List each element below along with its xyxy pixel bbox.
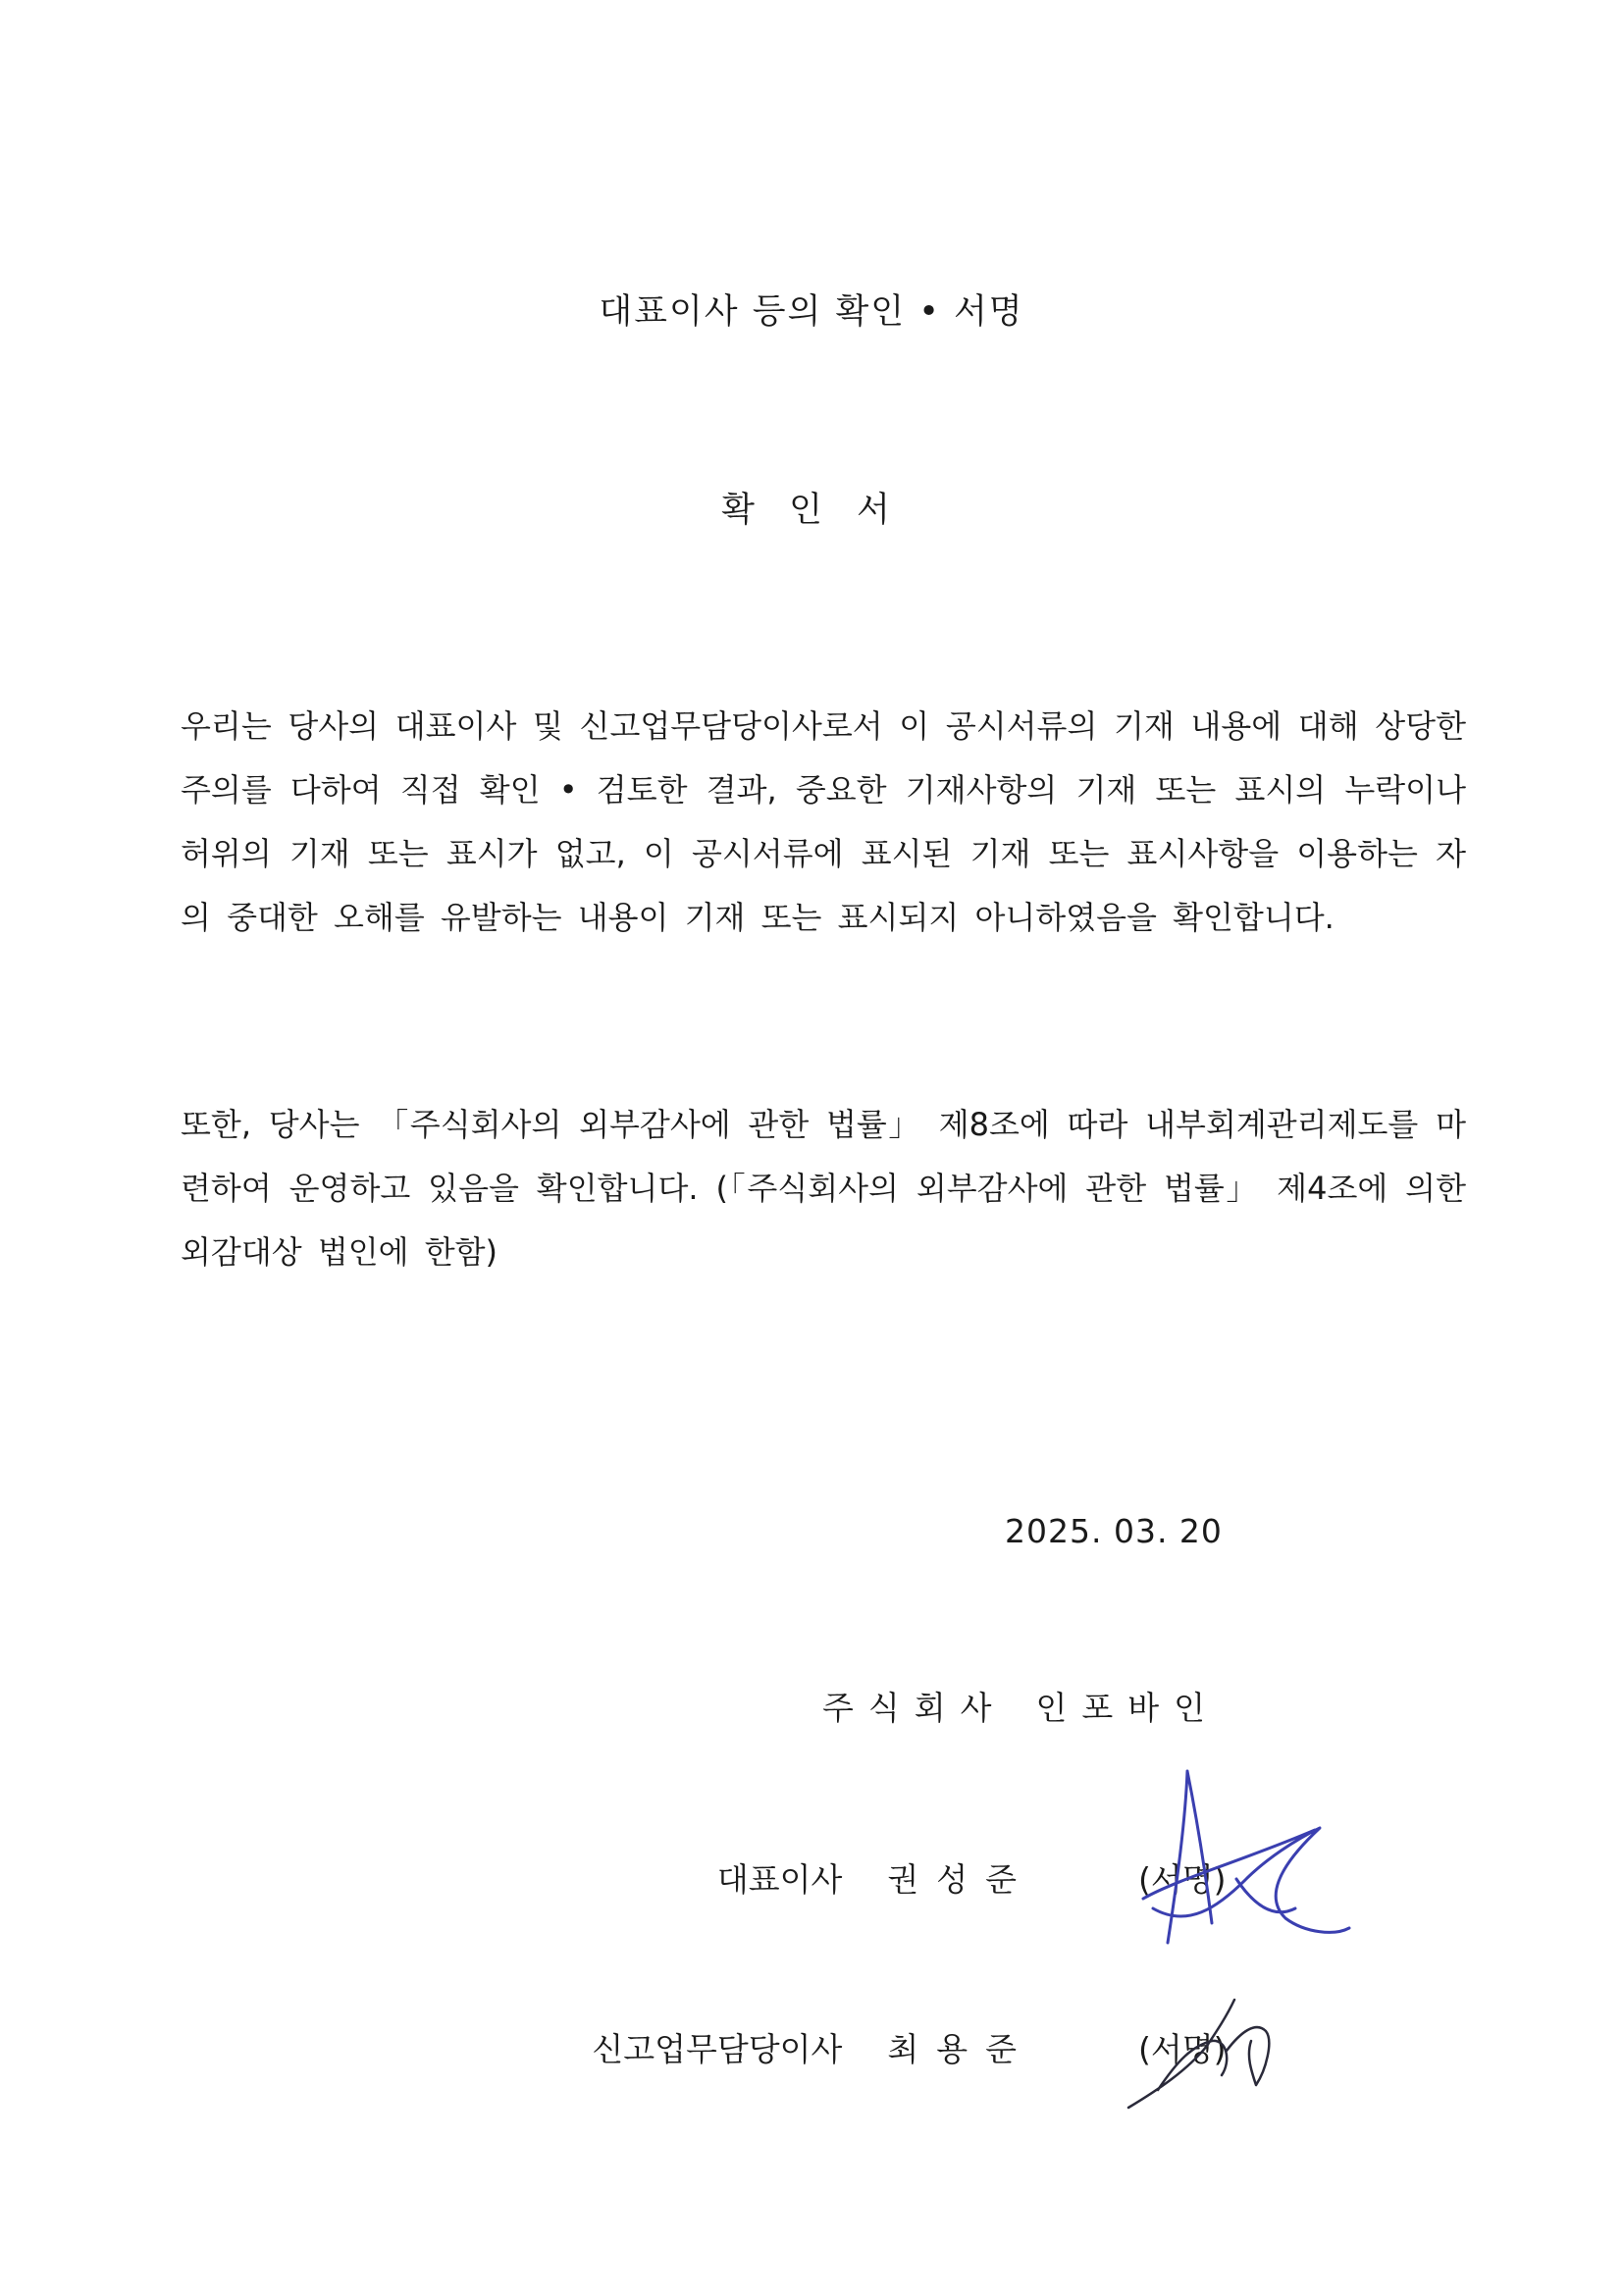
sign-label: (서명) [1138, 2030, 1227, 2068]
disclosure-officer-signature [1119, 1992, 1295, 2119]
confirmation-paragraph: 우리는 당사의 대표이사 및 신고업무담당이사로서 이 공시서류의 기재 내용에 대해 상당한 주의를 다하여 직접 확인 • 검토한 결과, 중요한 기재사항의 기재 또는 표시의 누락이나 허위의 기재 또는 표시가 없고, 이 공시서류에 표시된 기재 또는 표시사항을 이용하는 자의 중대한 오해를 유발하는 내용이 기재 또는 표시되지 아니하였음을 확인합니다. [181, 707, 1466, 936]
sign-label: (서명) [1138, 1860, 1227, 1899]
document-title: 대표이사 등의 확인 • 서명 [599, 292, 1024, 332]
signer-name: 최용준 [887, 2030, 1034, 2068]
company-name: 인포바인 [1035, 1689, 1221, 1727]
signer-disclosure-officer [592, 2024, 1034, 2070]
internal-control-paragraph: 또한, 당사는 「주식회사의 외부감사에 관한 법률」 제8조에 따라 내부회계관리제도를 마련하여 운영하고 있음을 확인합니다. (「주식회사의 외부감사에 관한 법률」 제4조에 의한 외감대상 법인에 한함) [181, 1106, 1466, 1271]
company-type: 주식회사 [822, 1689, 1007, 1727]
signer-ceo [717, 1854, 1034, 1901]
document-date: 2025. 03. 20 [1005, 1512, 1223, 1550]
signer-name: 권성준 [887, 1860, 1034, 1899]
ceo-signature [1128, 1761, 1364, 1957]
company-line [822, 1683, 1220, 1729]
signer-role: 대표이사 [716, 1860, 843, 1899]
document-subtitle: 확 인 서 [721, 491, 902, 530]
signer-role: 신고업무담당이사 [592, 2030, 843, 2068]
